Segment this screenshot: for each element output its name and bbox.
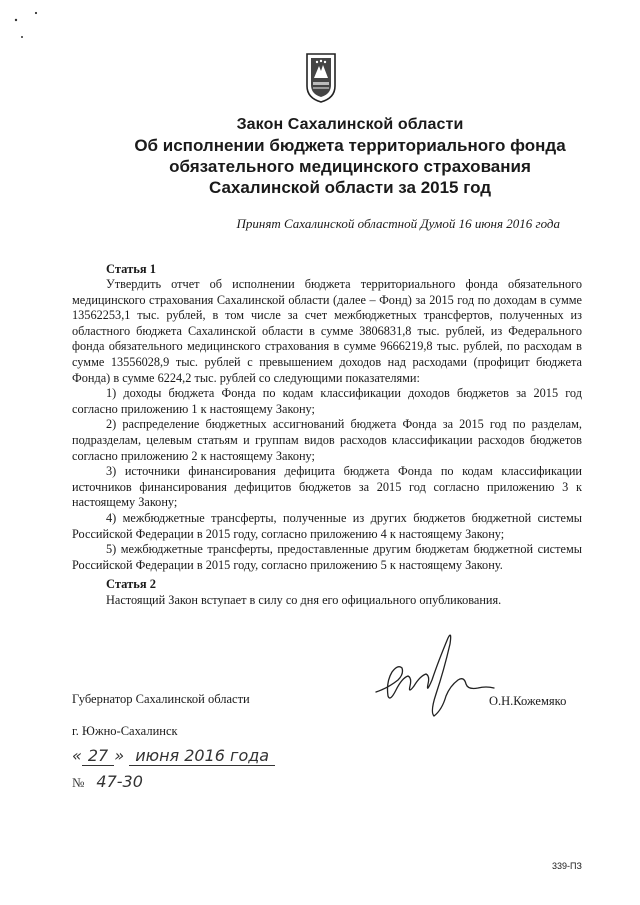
number-value: 47-30 <box>96 772 143 791</box>
date-open-quote: « <box>72 746 82 765</box>
date-day: 27 <box>82 746 114 766</box>
coat-of-arms-icon <box>304 52 338 104</box>
title-line-1: Закон Сахалинской области <box>236 116 464 133</box>
article-1-item-4: 4) межбюджетные трансферты, полученные из других бюджетов бюджетной системы Российской Федерации в 2015 году, согласно приложению 4 к настоящему Закону; <box>72 510 582 541</box>
article-2-text: Настоящий Закон вступает в силу со дня его официального опубликования. <box>106 593 502 607</box>
article-1-heading: Статья 1 <box>106 262 156 276</box>
number-label: № <box>72 775 85 790</box>
governor-position: Губернатор Сахалинской области <box>72 692 250 706</box>
city: г. Южно-Сахалинск <box>72 724 178 738</box>
article-1-item-1: 1) доходы бюджета Фонда по кодам классификации доходов бюджетов за 2015 год согласно приложению 1 к настоящему Закону; <box>72 386 582 416</box>
governor-name: О.Н.Кожемяко <box>489 694 567 708</box>
title-line-4: Сахалинской области за 2015 год <box>208 178 492 197</box>
date-month-year: июня 2016 года <box>129 746 275 766</box>
title-line-2: Об исполнении бюджета территориального фонда <box>134 136 566 155</box>
article-1-item-3: 3) источники финансирования дефицита бюджета Фонда по кодам классификации источников финансирования дефицитов бюджетов за 2015 год согласно приложению 3 к настоящему Закону; <box>72 464 582 510</box>
title-line-3: обязательного медицинского страхования <box>169 157 531 176</box>
document-code: 339-ПЗ <box>552 861 582 871</box>
article-2-body <box>72 593 582 609</box>
adoption-note: Принят Сахалинской областной Думой 16 июня 2016 года <box>236 216 560 231</box>
signature-icon <box>368 630 498 720</box>
law-number <box>72 772 143 791</box>
scan-specks <box>0 0 640 60</box>
article-1-body <box>72 277 582 573</box>
date-close-quote: » <box>114 746 125 765</box>
article-1-item-2: 2) распределение бюджетных ассигнований бюджета Фонда за 2015 год по разделам, подразделам, целевым статьям и группам видов расходов классификации расходов бюджетов согласно приложению 2 к настоящему Закону; <box>72 417 582 463</box>
article-1-intro: Утвердить отчет об исполнении бюджета территориального фонда обязательного медицинского страхования Сахалинской области (далее – Фонд) за 2015 год по доходам в сумме 13562253,1 тыс. рублей, в том числе за счет межбюджетных трансфертов, полученных из областного бюджета Сахалинской области в сумме 3806831,8 тыс. рублей, из Федерального фонда обязательного медицинского страхования в сумме 9666219,8 тыс. рублей, по расходам в сумме 13556028,9 тыс. рублей с превышением доходов над расходами (профицит бюджета Фонда) в сумме 6224,2 тыс. рублей со следующими показателями: <box>72 277 582 385</box>
article-2-heading: Статья 2 <box>106 577 156 591</box>
article-1-item-5: 5) межбюджетные трансферты, предоставленные другим бюджетам бюджетной системы Российской Федерации в 2015 году, согласно приложению 5 к настоящему Закону. <box>72 542 582 572</box>
signing-date <box>72 746 275 765</box>
